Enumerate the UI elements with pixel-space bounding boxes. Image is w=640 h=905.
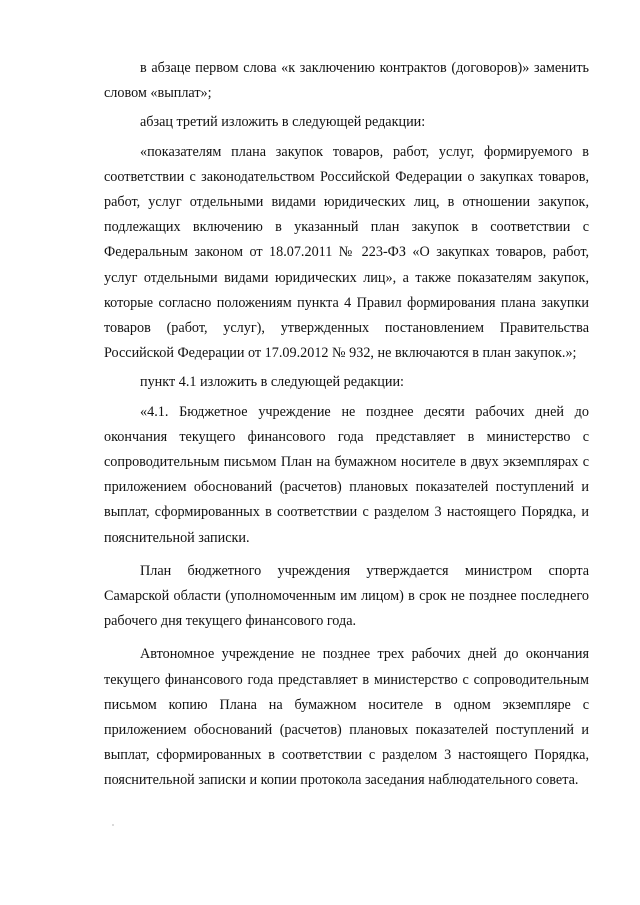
paragraph-2: абзац третий изложить в следующей редакции:: [140, 114, 426, 131]
document-body: [104, 56, 589, 794]
paragraph-6: План бюджетного учреждения утверждается министром спорта Самарской области (уполномоченным им лицом) в срок не позднее последнего рабочего дня текущего финансового года.: [104, 562, 589, 630]
paragraph-3: «показателям плана закупок товаров, работ, услуг, формируемого в соответствии с законодательством Российской Федерации о закупках товаров, работ, услуг отдельными видами юридических лиц, в отношении закупок, подлежащих включению в указанный план закупок в соответствии с Федеральным законом от 18.07.2011 № 223-ФЗ «О закупках товаров, работ, услуг отдельными видами юридических лиц», а также показателям закупок, которые согласно положениям пункта 4 Правил формирования плана закупки товаров (работ, услуг), утвержденных постановлением Правительства Российской Федерации от 17.09.2012 № 932, не включаются в план закупок.»;: [104, 143, 589, 362]
paragraph-5: «4.1. Бюджетное учреждение не позднее десяти рабочих дней до окончания текущего финансового года представляет в министерство с сопроводительным письмом План на бумажном носителе в двух экземплярах с приложением обоснований (расчетов) плановых показателей поступлений и выплат, сформированных в соответствии с разделом 3 настоящего Порядка, и пояснительной записки.: [104, 403, 589, 546]
scan-dot: [112, 824, 114, 826]
paragraph-4: пункт 4.1 изложить в следующей редакции:: [140, 374, 404, 391]
paragraph-1: в абзаце первом слова «к заключению контрактов (договоров)» заменить словом «выплат»;: [104, 60, 589, 102]
paragraph-7: Автономное учреждение не позднее трех рабочих дней до окончания текущего финансового года представляет в министерство с сопроводительным письмом копию Плана на бумажном носителе в одном экземпляре с приложением обоснований (расчетов) плановых показателей поступлений и выплат, сформированных в соответствии с разделом 3 настоящего Порядка, пояснительной записки и копии протокола заседания наблюдательного совета.: [104, 646, 589, 789]
